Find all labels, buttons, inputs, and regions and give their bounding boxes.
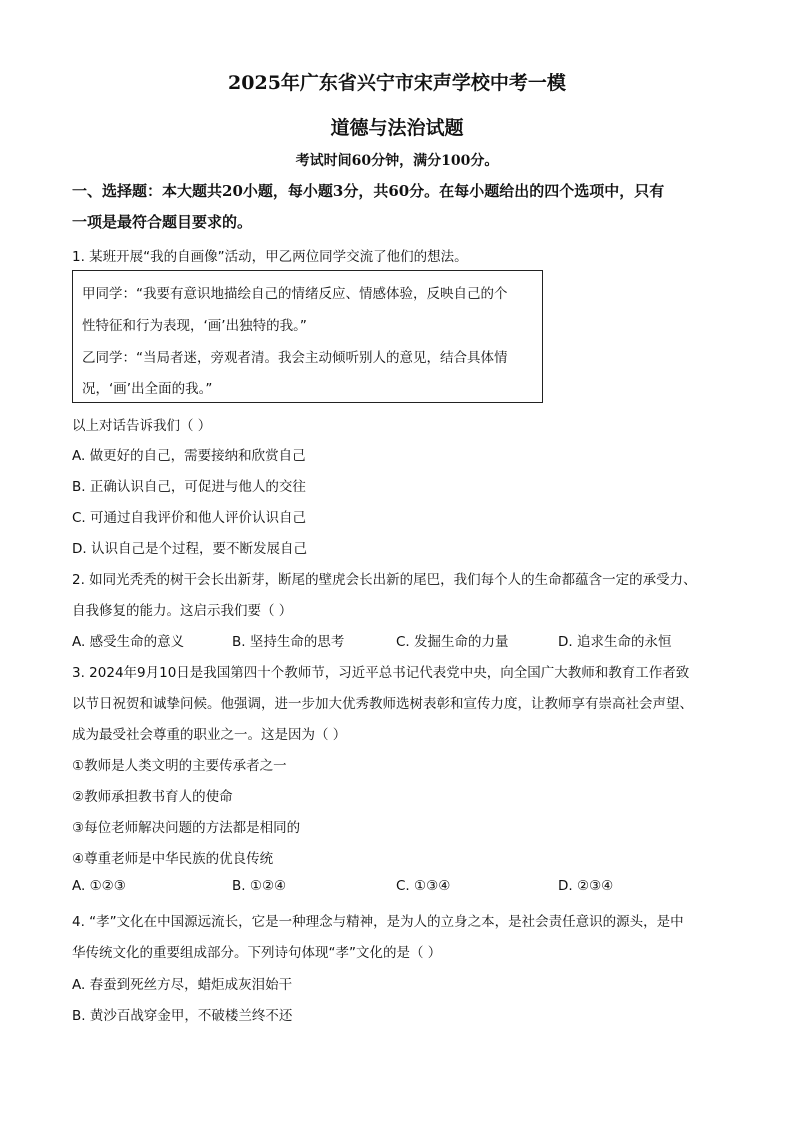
- q1-quote-line: 况，‘画’出全面的我。”: [82, 381, 213, 397]
- q4-option-a[interactable]: A. 春蚕到死丝方尽，蜡炬成灰泪始干: [72, 977, 293, 993]
- section-heading: [72, 176, 722, 238]
- q1-option-a[interactable]: A. 做更好的自己，需要接纳和欣赏自己: [72, 448, 306, 464]
- section-heading-line2: 一项是最符合题目要求的。: [72, 213, 253, 231]
- q3-option-d[interactable]: D. ②③④: [558, 878, 614, 894]
- q1-quote-line: 甲同学：“我要有意识地描绘自己的情绪反应、情感体验，反映自己的个: [82, 286, 508, 302]
- q4-stem-line1: 4. “孝”文化在中国源远流长，它是一种理念与精神，是为人的立身之本，是社会责任意识的源头，是中: [72, 914, 684, 930]
- q3-item-4: ④尊重老师是中华民族的优良传统: [72, 851, 274, 867]
- q2-option-a[interactable]: A. 感受生命的意义: [72, 634, 185, 650]
- q3-stem-line2: 以节日祝贺和诚挚问候。他强调，进一步加大优秀教师选树表彰和宣传力度，让教师享有崇高社会声望、: [72, 696, 693, 712]
- q3-option-c[interactable]: C. ①③④: [396, 878, 451, 894]
- q2-option-d[interactable]: D. 追求生命的永恒: [558, 634, 672, 650]
- q2-option-c[interactable]: C. 发掘生命的力量: [396, 634, 509, 650]
- q4-stem-line2: 华传统文化的重要组成部分。下列诗句体现“孝”文化的是（ ）: [72, 945, 442, 961]
- q1-option-b[interactable]: B. 正确认识自己，可促进与他人的交往: [72, 479, 306, 495]
- exam-title: 2025年广东省兴宁市宋声学校中考一模: [228, 72, 566, 94]
- q1-quote-line: 乙同学：“当局者迷，旁观者清。我会主动倾听别人的意见，结合具体情: [82, 350, 508, 366]
- q2-stem-line2: 自我修复的能力。这启示我们要（ ）: [72, 603, 293, 619]
- q3-item-3: ③每位老师解决问题的方法都是相同的: [72, 820, 301, 836]
- q3-stem-line1: 3. 2024年9月10日是我国第四十个教师节，习近平总书记代表党中央，向全国广大教师和教育工作者致: [72, 665, 690, 681]
- q1-option-c[interactable]: C. 可通过自我评价和他人评价认识自己: [72, 510, 307, 526]
- section-heading-line1: 一、选择题：本大题共20小题，每小题3分，共60分。在每小题给出的四个选项中，只有: [72, 182, 665, 200]
- q2-stem-line1: 2. 如同光秃秃的树干会长出新芽，断尾的壁虎会长出新的尾巴，我们每个人的生命都蕴含一定的承受力、: [72, 572, 697, 588]
- q1-option-d[interactable]: D. 认识自己是个过程，要不断发展自己: [72, 541, 307, 557]
- q3-stem-line3: 成为最受社会尊重的职业之一。这是因为（ ）: [72, 727, 347, 743]
- q1-quote-line: 性特征和行为表现，‘画’出独特的我。”: [82, 318, 307, 334]
- q1-prompt: 以上对话告诉我们（ ）: [72, 418, 212, 434]
- exam-subject: 道德与法治试题: [330, 117, 464, 139]
- q2-option-b[interactable]: B. 坚持生命的思考: [232, 634, 345, 650]
- exam-info: 考试时间60分钟，满分100分。: [295, 153, 499, 169]
- q4-option-b[interactable]: B. 黄沙百战穿金甲，不破楼兰终不还: [72, 1008, 293, 1024]
- q1-quote-box: [72, 270, 543, 403]
- q3-item-1: ①教师是人类文明的主要传承者之一: [72, 758, 287, 774]
- q3-option-b[interactable]: B. ①②④: [232, 878, 287, 894]
- q1-stem: 1. 某班开展“我的自画像”活动，甲乙两位同学交流了他们的想法。: [72, 249, 468, 265]
- q3-option-a[interactable]: A. ①②③: [72, 878, 126, 894]
- q3-item-2: ②教师承担教书育人的使命: [72, 789, 233, 805]
